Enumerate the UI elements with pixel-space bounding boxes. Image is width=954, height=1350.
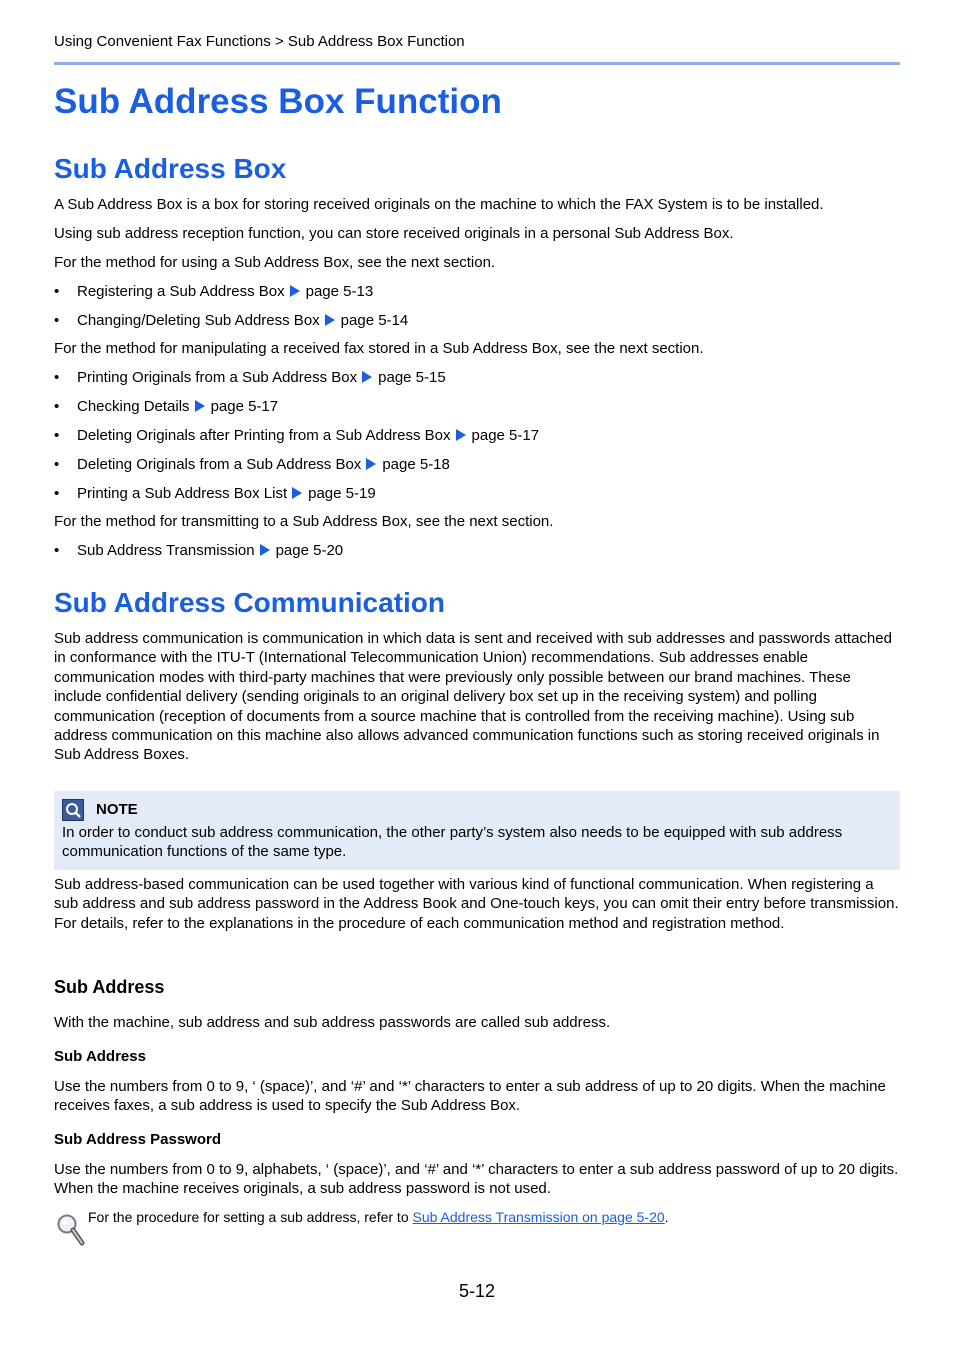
list-item-label: Checking Details [77,398,190,415]
arrow-right-icon [366,458,376,470]
list-item-label: Deleting Originals from a Sub Address Box [77,456,362,473]
arrow-right-icon [456,429,466,441]
reference-note [88,1209,669,1225]
page-number: 5-12 [459,1281,496,1301]
list-item[interactable] [54,368,446,387]
paragraph: For the method for manipulating a received fax stored in a Sub Address Box, see the next section. [54,340,704,357]
list-item-label: Registering a Sub Address Box [77,283,285,300]
sub-subsection-heading: Sub Address [54,1048,146,1065]
list-item[interactable] [54,484,376,503]
paragraph: Using sub address reception function, you can store received originals in a personal Sub Address Box. [54,225,734,242]
list-item[interactable] [54,426,539,445]
bullet-dot: • [54,398,60,415]
list-item-label: Changing/Deleting Sub Address Box [77,312,320,329]
page-reference: page 5-14 [340,312,409,329]
arrow-right-icon [362,371,372,383]
bullet-dot: • [54,369,60,386]
arrow-right-icon [292,487,302,499]
paragraph: For the method for transmitting to a Sub Address Box, see the next section. [54,513,554,530]
page-reference: page 5-17 [210,398,279,415]
bullet-dot: • [54,456,60,473]
bullet-dot: • [54,427,60,444]
list-item-label: Deleting Originals after Printing from a Sub Address Box [77,427,451,444]
list-item[interactable] [54,282,373,301]
paragraph: Sub address-based communication can be used together with various kind of functional communication. When registering a sub address and sub address password in the Address Book and One-touch keys, you can omit their entry before transmission. For details, refer to the explanations in the procedure of each communication method and registration method. [54,876,899,932]
bullet-dot: • [54,312,60,329]
note-icon [62,799,84,821]
header-rule [54,62,900,65]
arrow-right-icon [325,314,335,326]
section-heading-sub-address-communication: Sub Address Communication [54,587,446,618]
page-reference: page 5-17 [471,427,540,444]
list-item[interactable] [54,397,278,416]
list-item[interactable] [54,455,450,474]
note-box [54,791,900,870]
list-item-label: Printing a Sub Address Box List [77,485,288,502]
page-reference: page 5-19 [308,485,376,502]
list-item-label: Sub Address Transmission [77,542,255,559]
reference-suffix: . [664,1209,669,1225]
bullet-dot: • [54,283,60,300]
section-heading-sub-address-box: Sub Address Box [54,153,287,184]
paragraph: With the machine, sub address and sub address passwords are called sub address. [54,1014,611,1031]
paragraph: For the method for using a Sub Address Box, see the next section. [54,254,496,271]
note-label: NOTE [96,801,138,818]
reference-prefix: For the procedure for setting a sub address, refer to [88,1209,413,1225]
magnifier-icon [56,1213,86,1247]
page-reference: page 5-15 [378,369,446,386]
arrow-right-icon [195,400,205,412]
reference-link[interactable]: Sub Address Transmission on page 5-20 [412,1209,665,1225]
arrow-right-icon [290,285,300,297]
paragraph: Use the numbers from 0 to 9, ‘ (space)’, and ‘#’ and ‘*’ characters to enter a sub address of up to 20 digits. When the machine receives faxes, a sub address is used to specify the Sub Address Box. [54,1078,886,1115]
subsection-heading: Sub Address [54,977,165,997]
paragraph: A Sub Address Box is a box for storing received originals on the machine to which the FAX System is to be installed. [54,196,824,213]
note-text: In order to conduct sub address communication, the other party’s system also needs to be equipped with sub address communication functions of the same type. [62,824,843,861]
arrow-right-icon [260,544,270,556]
list-item-label: Printing Originals from a Sub Address Box [77,369,358,386]
list-item[interactable] [54,541,343,560]
page-reference: page 5-18 [382,456,450,473]
breadcrumb: Using Convenient Fax Functions > Sub Address Box Function [54,33,465,50]
paragraph: Use the numbers from 0 to 9, alphabets, ‘ (space)’, and ‘#’ and ‘*’ characters to enter a sub address password of up to 20 digits. When the machine receives originals, a sub address password is not used. [54,1161,899,1198]
list-item[interactable] [54,311,408,330]
bullet-dot: • [54,542,60,559]
paragraph: Sub address communication is communication in which data is sent and received with sub addresses and passwords attached in conformance with the ITU-T (International Telecommunication Union) recommendations. Sub addresses enable communication modes with third-party machines that were previously only possible between our brand machines. These include confidential delivery (sending originals to an original delivery box set up in the receiving system) and polling communication (reception of documents from a source machine that is controlled from the receiving machine). Using sub address communication on this machine also allows advanced communication functions such as storing received originals in Sub Address Boxes. [54,630,892,764]
sub-subsection-heading: Sub Address Password [54,1131,221,1148]
page-reference: page 5-20 [275,542,344,559]
page-reference: page 5-13 [305,283,374,300]
page-title: Sub Address Box Function [54,82,502,121]
bullet-dot: • [54,485,60,502]
